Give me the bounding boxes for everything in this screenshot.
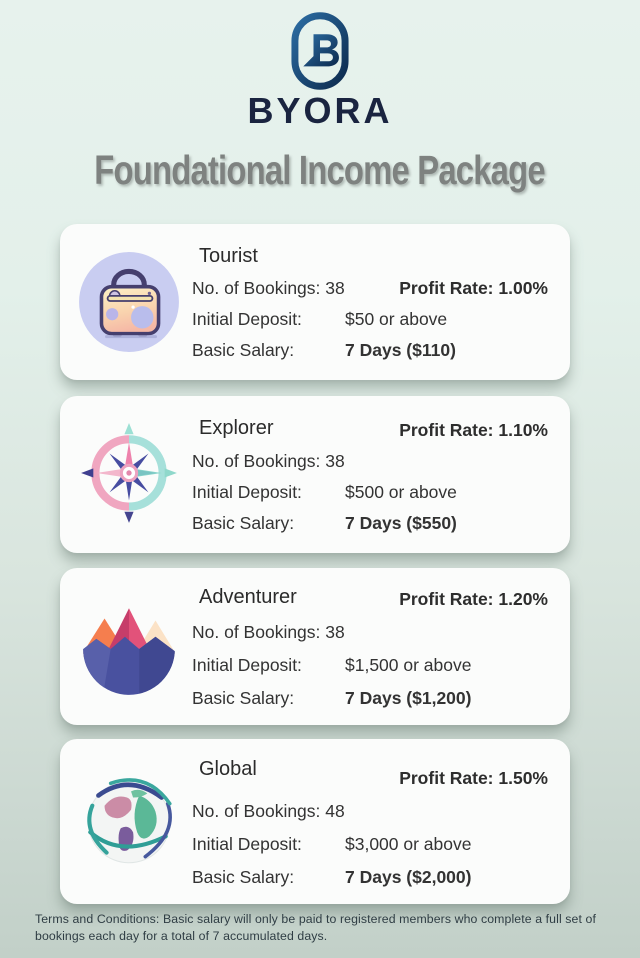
salary-value: 7 Days ($1,200): [345, 688, 472, 708]
deposit-value: $50 or above: [345, 309, 448, 329]
terms-text: Terms and Conditions: Basic salary will only be paid to registered members who complete a full set of bookings each day for a total of 7 accumulated days.: [35, 912, 596, 943]
page-title: Foundational Income Package: [94, 147, 546, 193]
profit-rate-text: Profit Rate: 1.10%: [399, 420, 548, 440]
deposit-value: $1,500 or above: [345, 655, 472, 675]
mountains-icon: [76, 594, 182, 700]
package-card-explorer: [60, 396, 570, 553]
byora-b-logo-icon: [290, 12, 350, 90]
bookings-text: No. of Bookings: 38: [192, 451, 345, 471]
deposit-value: $3,000 or above: [345, 833, 472, 854]
suitcase-icon: [76, 249, 182, 355]
package-card-adventurer: [60, 568, 570, 725]
profit-rate-text: Profit Rate: 1.20%: [399, 589, 548, 609]
profit-rate-text: Profit Rate: 1.50%: [399, 767, 548, 788]
card-title: Global: [199, 757, 257, 780]
compass-icon: [76, 422, 182, 528]
brand-name: BYORA: [247, 90, 393, 131]
deposit-value: $500 or above: [345, 482, 457, 502]
deposit-label: Initial Deposit:: [192, 482, 302, 502]
salary-value: 7 Days ($2,000): [345, 866, 472, 887]
card-title: Tourist: [199, 245, 258, 267]
package-card-global: [60, 739, 570, 904]
salary-value: 7 Days ($550): [345, 513, 457, 533]
salary-label: Basic Salary:: [192, 688, 295, 708]
deposit-label: Initial Deposit:: [192, 309, 302, 329]
salary-label: Basic Salary:: [192, 340, 295, 360]
deposit-label: Initial Deposit:: [192, 655, 302, 675]
bookings-text: No. of Bookings: 38: [192, 622, 345, 642]
salary-value: 7 Days ($110): [345, 340, 456, 360]
card-title: Explorer: [199, 417, 274, 439]
package-card-tourist: [60, 224, 570, 380]
globe-icon: [76, 769, 182, 875]
card-title: Adventurer: [199, 586, 297, 608]
bookings-text: No. of Bookings: 48: [192, 800, 345, 821]
deposit-label: Initial Deposit:: [192, 833, 302, 854]
salary-label: Basic Salary:: [192, 513, 295, 533]
bookings-text: No. of Bookings: 38: [192, 278, 345, 298]
salary-label: Basic Salary:: [192, 866, 295, 887]
package-card-list: [60, 224, 570, 904]
profit-rate-text: Profit Rate: 1.00%: [399, 278, 548, 298]
